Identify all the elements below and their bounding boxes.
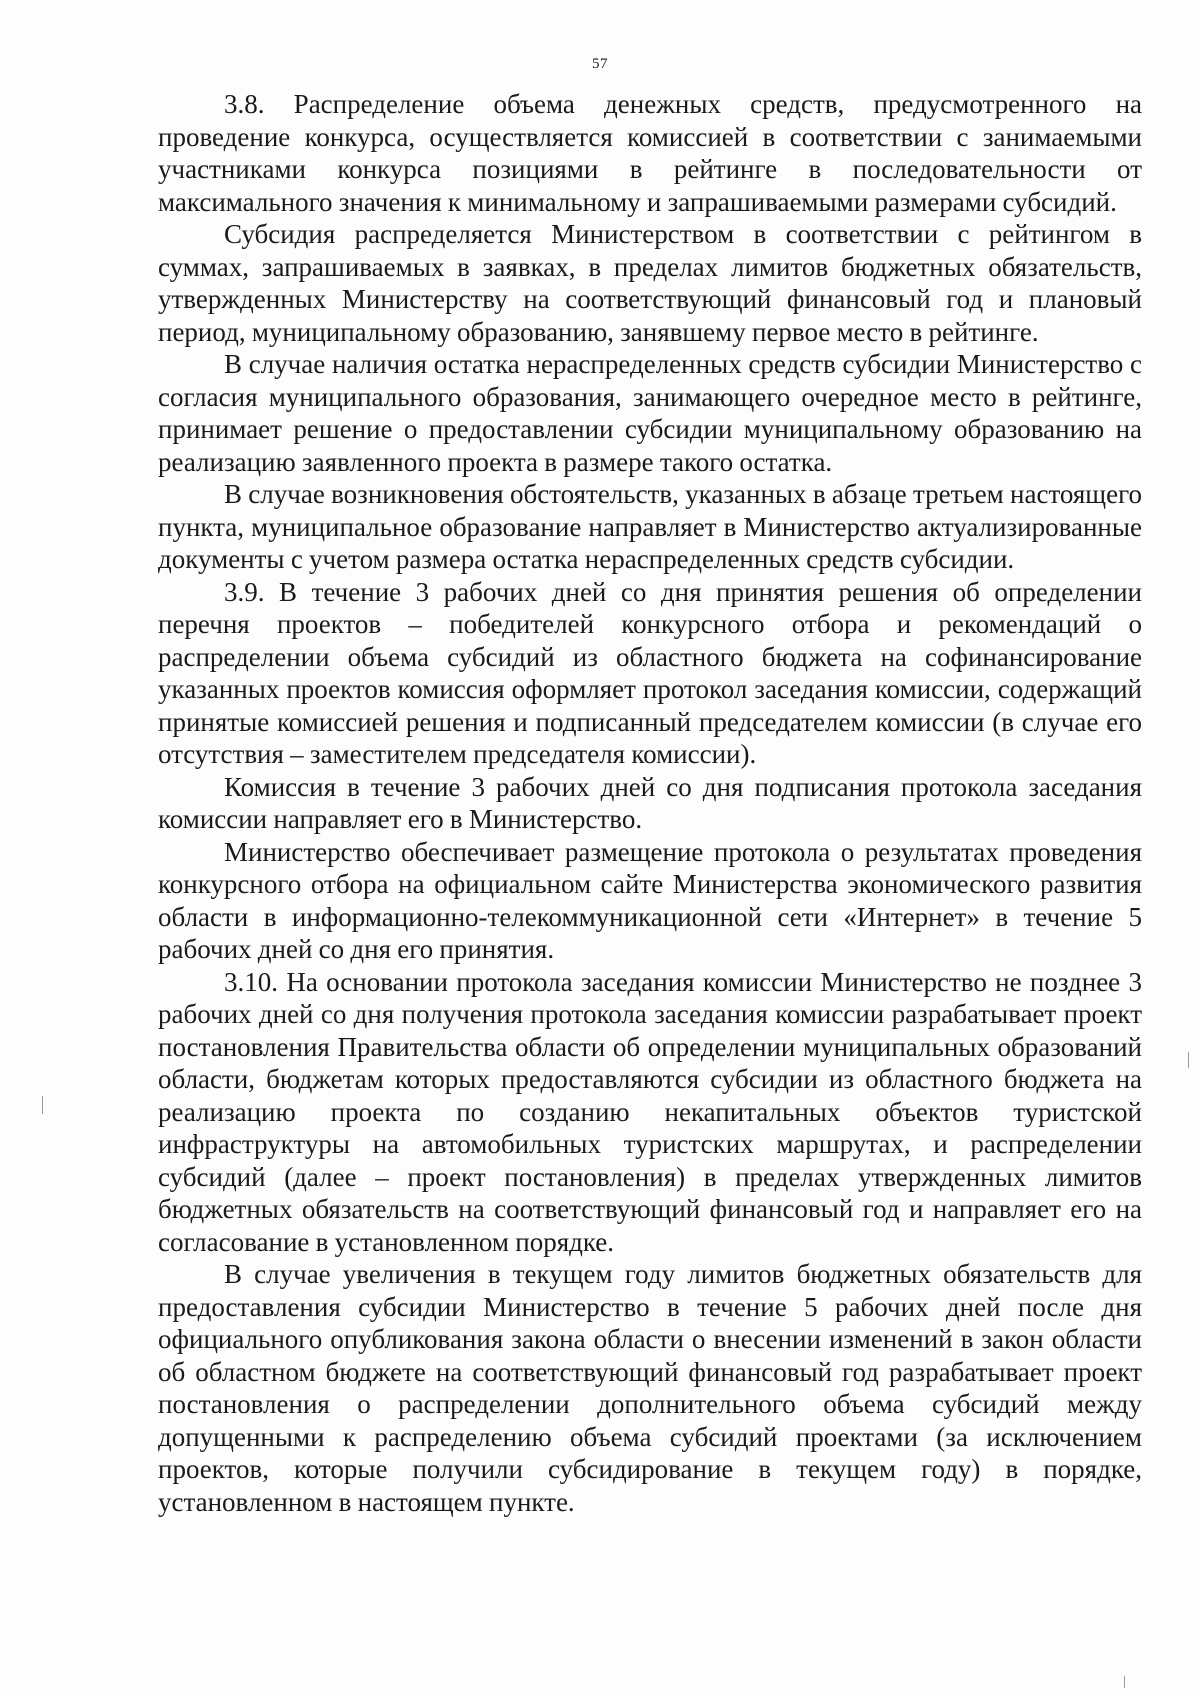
paragraph-remaining-funds: В случае наличия остатка нераспределенных средств субсидии Министерство с согласия муниципального образования, занимающего очередное место в рейтинге, принимает решение о предоставлении субсидии муниципальному образованию на реализацию заявленного проекта в размере такого остатка. xyxy=(158,349,1142,477)
scan-speck-left xyxy=(42,1096,43,1114)
scan-speck-right xyxy=(1188,1052,1189,1068)
paragraph-subsidy-distribution: Субсидия распределяется Министерством в соответствии с рейтингом в суммах, запрашиваемых в заявках, в пределах лимитов бюджетных обязательств, утвержденных Министерству на соответствующий финансовый год и плановый период, муниципальному образованию, занявшему первое место в рейтинге. xyxy=(158,219,1142,347)
paragraph-3-10: 3.10. На основании протокола заседания комиссии Министерство не позднее 3 рабочих дней со дня получения протокола заседания комиссии разрабатывает проект постановления Правительства области об определении муниципальных образований области, бюджетам которых предоставляются субсидии из областного бюджета на реализацию проекта по созданию некапитальных объектов туристской инфраструктуры на автомобильных туристских маршрутах, и распределении субсидий (далее – проект постановления) в пределах утвержденных лимитов бюджетных обязательств на соответствующий финансовый год и направляет его на согласование в установленном порядке. xyxy=(158,966,1142,1257)
paragraph-protocol-publication: Министерство обеспечивает размещение протокола о результатах проведения конкурсного отбора на официальном сайте Министерства экономического развития области в информационно-телекоммуникационной сети «Интернет» в течение 5 рабочих дней со дня его принятия. xyxy=(158,836,1142,964)
document-body xyxy=(158,88,1142,1518)
paragraph-updated-documents: В случае возникновения обстоятельств, указанных в абзаце третьем настоящего пункта, муниципальное образование направляет в Министерство актуализированные документы с учетом размера остатка нераспределенных средств субсидии. xyxy=(158,479,1142,574)
paragraph-3-9: 3.9. В течение 3 рабочих дней со дня принятия решения об определении перечня проектов – победителей конкурсного отбора и рекомендаций о распределении объема субсидий из областного бюджета на софинансирование указанных проектов комиссия оформляет протокол заседания комиссии, содержащий принятые комиссией решения и подписанный председателем комиссии (в случае его отсутствия – заместителем председателя комиссии). xyxy=(158,576,1142,769)
paragraph-protocol-sending: Комиссия в течение 3 рабочих дней со дня подписания протокола заседания комиссии направляет его в Министерство. xyxy=(158,771,1142,834)
scan-speck-bottom xyxy=(1124,1676,1125,1688)
page-number: 57 xyxy=(592,56,608,72)
paragraph-limit-increase: В случае увеличения в текущем году лимитов бюджетных обязательств для предоставления субсидии Министерство в течение 5 рабочих дней после дня официального опубликования закона области о внесении изменений в закон области об областном бюджете на соответствующий финансовый год разрабатывает проект постановления о распределении дополнительного объема субсидий между допущенными к распределению объема субсидий проектами (за исключением проектов, которые получили субсидирование в текущем году) в порядке, установленном в настоящем пункте. xyxy=(158,1259,1142,1517)
paragraph-3-8: 3.8. Распределение объема денежных средств, предусмотренного на проведение конкурса, осуществляется комиссией в соответствии с занимаемыми участниками конкурса позициями в рейтинге в последовательности от максимального значения к минимальному и запрашиваемыми размерами субсидий. xyxy=(158,89,1142,217)
